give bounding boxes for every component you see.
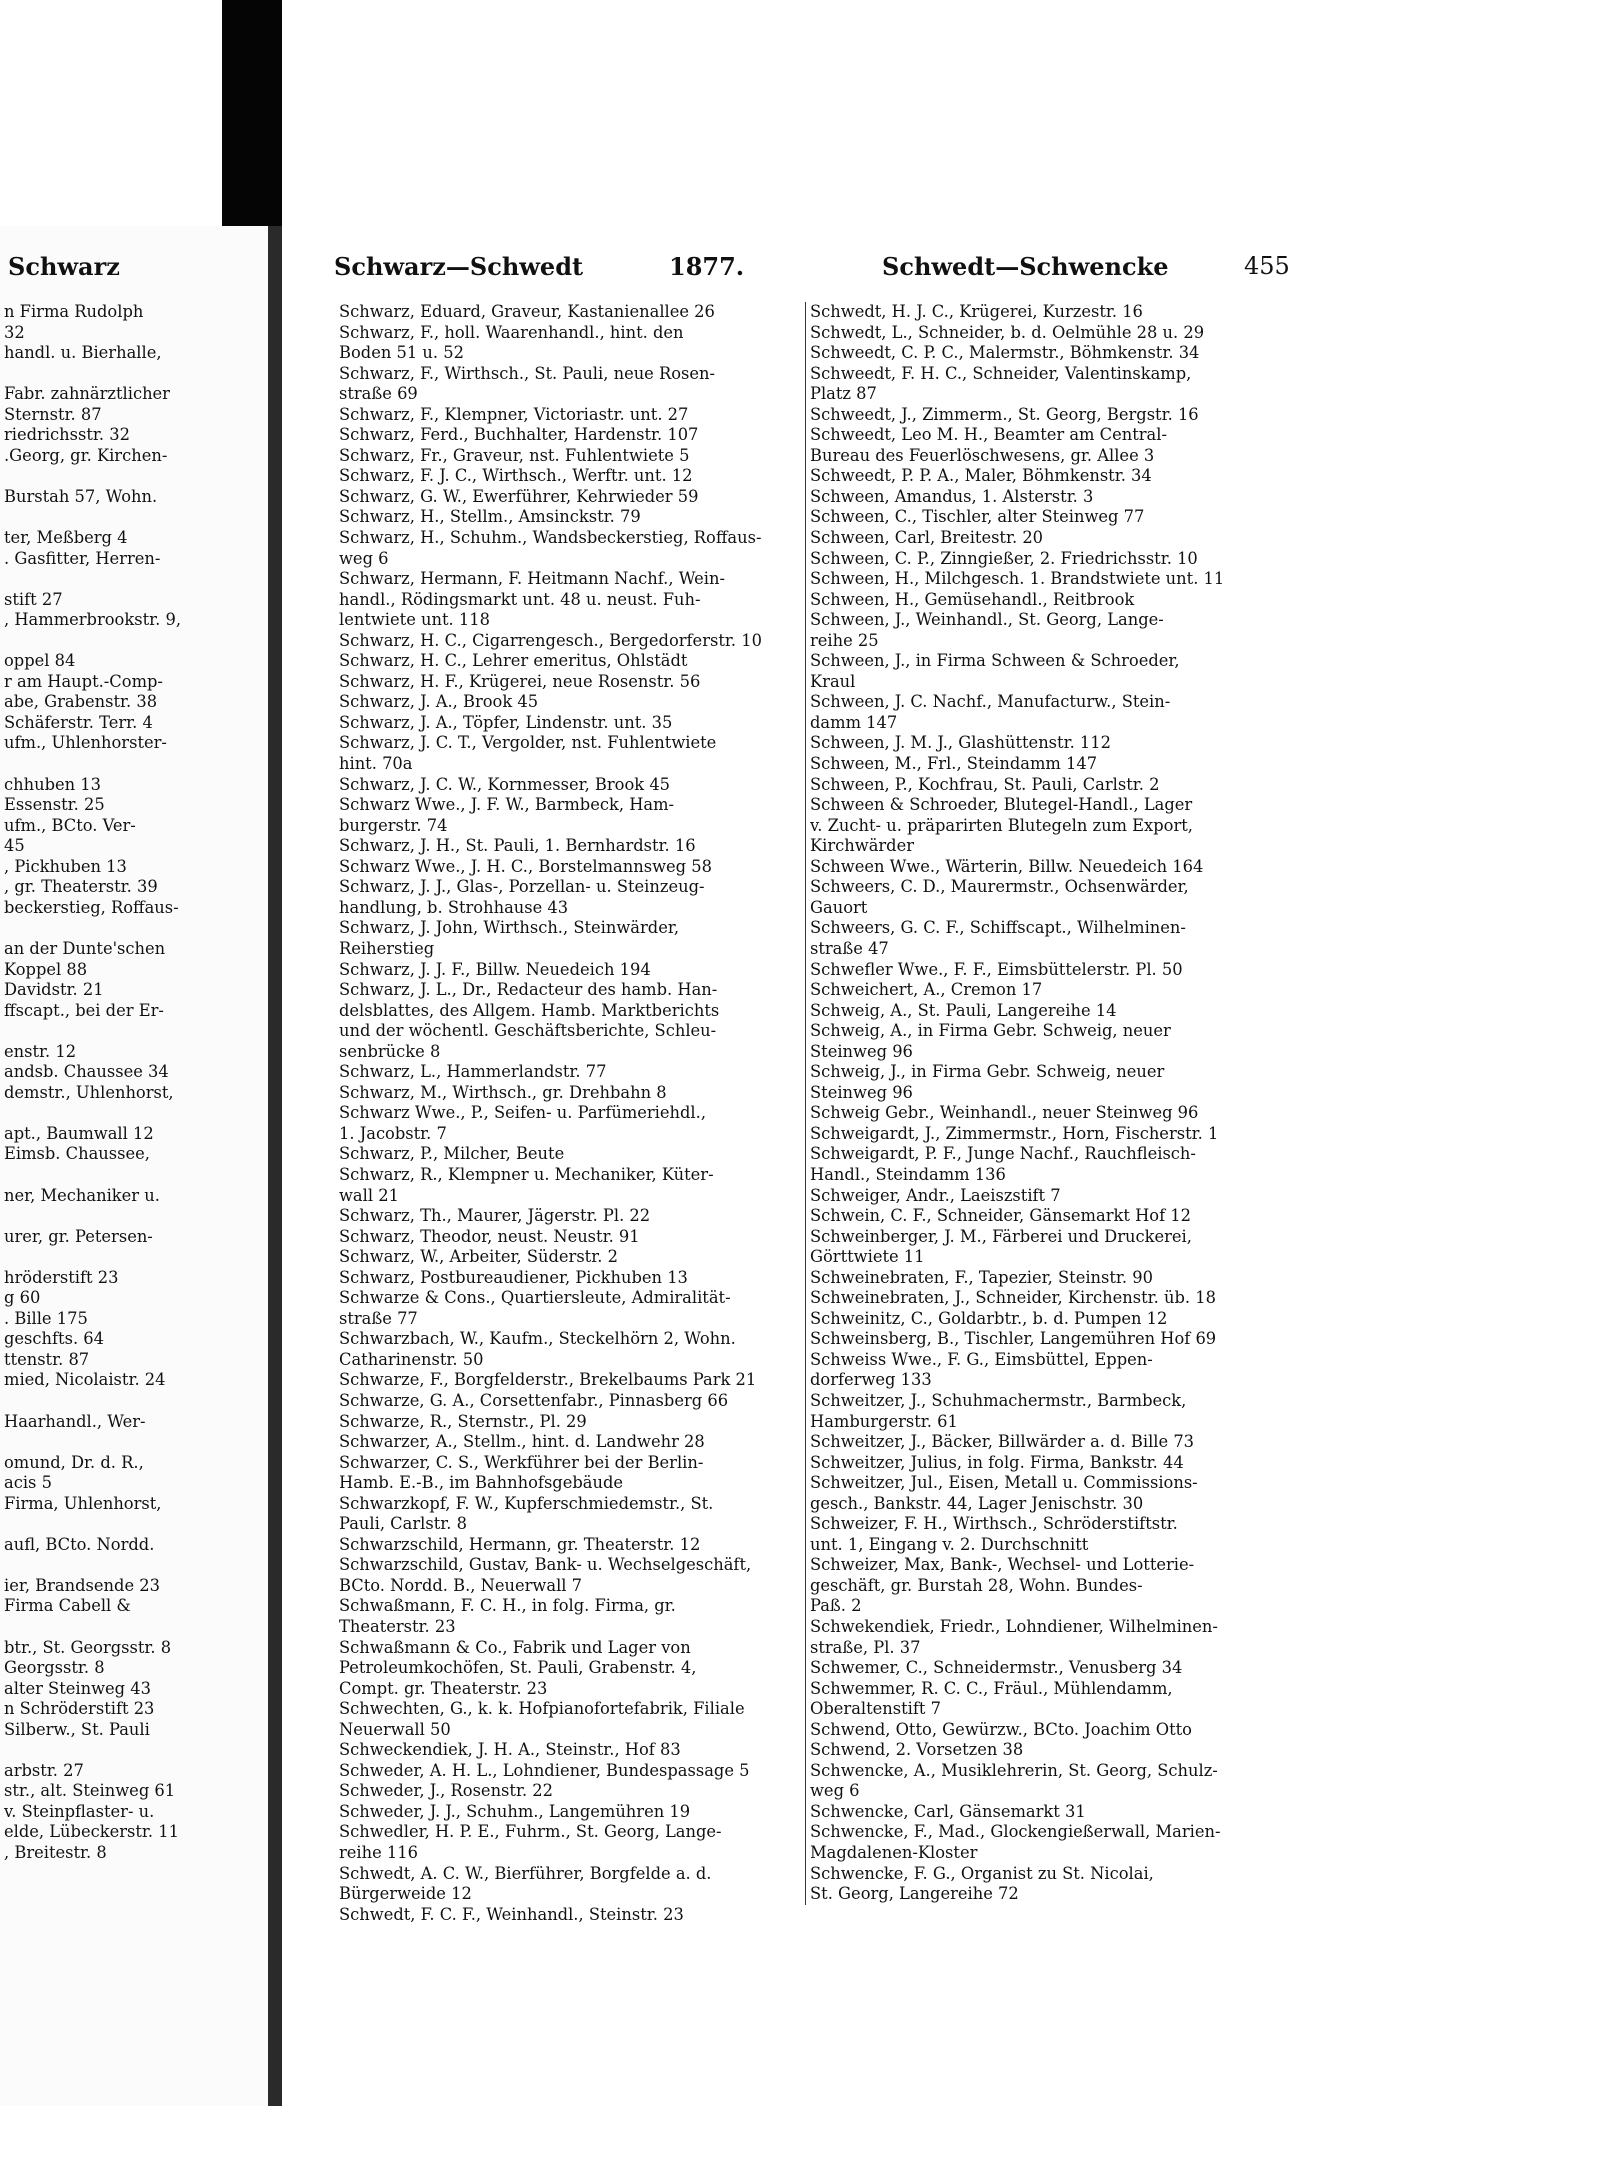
directory-entry-line: delsblattes, des Allgem. Hamb. Marktberichts bbox=[339, 1000, 720, 1020]
directory-entry-line: Bureau des Feuerlöschwesens, gr. Allee 3 bbox=[810, 445, 1155, 465]
directory-column-right bbox=[805, 302, 1278, 1905]
directory-entry-line: Schwarz, J. A., Töpfer, Lindenstr. unt. 35 bbox=[339, 712, 673, 732]
directory-entry-line: wall 21 bbox=[339, 1185, 399, 1205]
directory-entry-line: Schween, J., Weinhandl., St. Georg, Lange- bbox=[810, 610, 1164, 630]
directory-entry-line: Schwarz Wwe., P., Seifen- u. Parfümeriehdl., bbox=[339, 1103, 706, 1123]
directory-entry-line: Schwarz, F., Wirthsch., St. Pauli, neue Rosen- bbox=[339, 363, 716, 383]
directory-entry-line: Schäferstr. Terr. 4 bbox=[4, 712, 153, 732]
directory-entry-line: hröderstift 23 bbox=[4, 1267, 119, 1287]
directory-entry-line: r am Haupt.-Comp- bbox=[4, 671, 163, 691]
directory-entry-line: Schweedt, J., Zimmerm., St. Georg, Bergstr. 16 bbox=[810, 404, 1199, 424]
directory-entry-line: omund, Dr. d. R., bbox=[4, 1452, 144, 1472]
directory-entry-line: Schween, C., Tischler, alter Steinweg 77 bbox=[810, 507, 1145, 527]
directory-entry-line: Schwedler, H. P. E., Fuhrm., St. Georg, Lange- bbox=[339, 1822, 722, 1842]
directory-entry-line: ier, Brandsende 23 bbox=[4, 1575, 160, 1595]
directory-entry-line: Schween, J. C. Nachf., Manufacturw., Stein- bbox=[810, 692, 1171, 712]
directory-entry-line: reihe 25 bbox=[810, 630, 879, 650]
directory-entry-line: Schwarz, Fr., Graveur, nst. Fuhlentwiete 5 bbox=[339, 445, 690, 465]
directory-entry-line: Schwarz, G. W., Ewerführer, Kehrwieder 59 bbox=[339, 486, 699, 506]
directory-entry-line: Schween, J., in Firma Schween & Schroeder, bbox=[810, 651, 1180, 671]
directory-entry-line: straße 47 bbox=[810, 938, 889, 958]
directory-entry-line: Schweedt, F. H. C., Schneider, Valentinskamp, bbox=[810, 363, 1192, 383]
directory-entry-line: Schwarz, L., Hammerlandstr. 77 bbox=[339, 1062, 607, 1082]
directory-entry-line bbox=[0, 631, 268, 652]
directory-entry-line: Schweichert, A., Cremon 17 bbox=[810, 980, 1043, 1000]
directory-entry-line: Schwaßmann & Co., Fabrik und Lager von bbox=[339, 1637, 691, 1657]
directory-entry-line: handl. u. Bierhalle, bbox=[4, 343, 162, 363]
directory-entry-line: Schwarz, P., Milcher, Beute bbox=[339, 1144, 565, 1164]
directory-entry-line: Schweitzer, J., Bäcker, Billwärder a. d. Bille 73 bbox=[810, 1432, 1195, 1452]
page-header bbox=[334, 252, 1290, 292]
directory-entry-line bbox=[0, 364, 268, 385]
directory-entry-line: Schwarz, Th., Maurer, Jägerstr. Pl. 22 bbox=[339, 1206, 651, 1226]
directory-entry-line: 1. Jacobstr. 7 bbox=[339, 1123, 447, 1143]
directory-entry-line: chhuben 13 bbox=[4, 774, 102, 794]
directory-entry-line bbox=[0, 1740, 268, 1761]
directory-entry-line: Schwencke, F., Mad., Glockengießerwall, Marien- bbox=[810, 1822, 1221, 1842]
directory-entry-line: hint. 70a bbox=[339, 754, 413, 774]
directory-entry-line: Schweiger, Andr., Laeiszstift 7 bbox=[810, 1185, 1061, 1205]
directory-entry-line: Schwedt, F. C. F., Weinhandl., Steinstr. 23 bbox=[339, 1904, 684, 1924]
directory-entry-line: und der wöchentl. Geschäftsberichte, Schleu- bbox=[339, 1021, 717, 1041]
directory-entry-line: Platz 87 bbox=[810, 384, 877, 404]
directory-entry-line: Davidstr. 21 bbox=[4, 980, 104, 1000]
directory-entry-line bbox=[0, 918, 268, 939]
directory-entry-line: Schween, M., Frl., Steindamm 147 bbox=[810, 754, 1098, 774]
directory-entry-line: unt. 1, Eingang v. 2. Durchschnitt bbox=[810, 1534, 1089, 1554]
directory-entry-line: Schweder, J. J., Schuhm., Langemühren 19 bbox=[339, 1801, 691, 1821]
directory-entry-line: Schweitzer, Julius, in folg. Firma, Bankstr. 44 bbox=[810, 1452, 1184, 1472]
directory-entry-line: Kraul bbox=[810, 671, 856, 691]
directory-entry-line: Schween, H., Gemüsehandl., Reitbrook bbox=[810, 589, 1135, 609]
directory-entry-line: Gauort bbox=[810, 897, 868, 917]
directory-entry-line: Petroleumkochöfen, St. Pauli, Grabenstr. 4, bbox=[339, 1658, 697, 1678]
directory-entry-line: Schweiss Wwe., F. G., Eimsbüttel, Eppen- bbox=[810, 1349, 1153, 1369]
directory-entry-line: demstr., Uhlenhorst, bbox=[4, 1082, 174, 1102]
directory-entry-line: alter Steinweg 43 bbox=[4, 1678, 151, 1698]
directory-entry-line: Schweizer, Max, Bank-, Wechsel- und Lotterie- bbox=[810, 1555, 1195, 1575]
directory-entry-line: Schweder, A. H. L., Lohndiener, Bundespassage 5 bbox=[339, 1760, 750, 1780]
directory-entry-line: Schwedt, H. J. C., Krügerei, Kurzestr. 16 bbox=[810, 302, 1143, 321]
directory-entry-line: Schwarz, J. C. W., Kornmesser, Brook 45 bbox=[339, 774, 671, 794]
directory-entry-line: Schwarze & Cons., Quartiersleute, Admiralität- bbox=[339, 1288, 731, 1308]
header-left-range: Schwarz—Schwedt bbox=[334, 252, 584, 281]
directory-entry-line: Catharinenstr. 50 bbox=[339, 1349, 484, 1369]
directory-entry-line: Schwarz, H., Stellm., Amsinckstr. 79 bbox=[339, 507, 641, 527]
directory-entry-line: ttenstr. 87 bbox=[4, 1349, 90, 1369]
directory-entry-line: Schween, C. P., Zinngießer, 2. Friedrichsstr. 10 bbox=[810, 548, 1198, 568]
directory-entry-line: handl., Rödingsmarkt unt. 48 u. neust. Fuh- bbox=[339, 589, 701, 609]
directory-entry-line bbox=[0, 1432, 268, 1453]
directory-entry-line: Schweckendiek, J. H. A., Steinstr., Hof 83 bbox=[339, 1740, 681, 1760]
directory-entry-line bbox=[0, 1391, 268, 1412]
directory-entry-line: Schwarz Wwe., J. F. W., Barmbeck, Ham- bbox=[339, 795, 675, 815]
directory-entry-line: Schwarz, H., Schuhm., Wandsbeckerstieg, Roffaus- bbox=[339, 528, 762, 548]
directory-entry-line bbox=[0, 1555, 268, 1576]
directory-entry-line: ffscapt., bei der Er- bbox=[4, 1000, 164, 1020]
directory-entry-line: btr., St. Georgsstr. 8 bbox=[4, 1637, 172, 1657]
directory-entry-line: Schweinberger, J. M., Färberei und Druckerei, bbox=[810, 1226, 1192, 1246]
directory-entry-line: Essenstr. 25 bbox=[4, 795, 105, 815]
book-gutter bbox=[268, 226, 282, 2106]
directory-entry-line: Schween, P., Kochfrau, St. Pauli, Carlstr. 2 bbox=[810, 774, 1160, 794]
directory-entry-line: Schwarz, J. C. T., Vergolder, nst. Fuhlentwiete bbox=[339, 733, 717, 753]
directory-entry-line: urer, gr. Petersen- bbox=[4, 1226, 153, 1246]
directory-entry-line: straße 69 bbox=[339, 384, 418, 404]
directory-entry-line: ufm., Uhlenhorster- bbox=[4, 733, 167, 753]
directory-entry-line: Schwefler Wwe., F. F., Eimsbüttelerstr. Pl. 50 bbox=[810, 959, 1183, 979]
directory-entry-line: Steinweg 96 bbox=[810, 1082, 913, 1102]
directory-entry-line: St. Georg, Langereihe 72 bbox=[810, 1884, 1019, 1904]
directory-entry-line: abe, Grabenstr. 38 bbox=[4, 692, 158, 712]
directory-entry-line: Schwend, Otto, Gewürzw., BCto. Joachim Otto bbox=[810, 1719, 1192, 1739]
directory-entry-line: Schwedt, A. C. W., Bierführer, Borgfelde a. d. bbox=[339, 1863, 712, 1883]
directory-entry-line: 32 bbox=[4, 322, 25, 342]
directory-entry-line: 45 bbox=[4, 836, 25, 856]
directory-entry-line: , Breitestr. 8 bbox=[4, 1843, 107, 1863]
directory-entry-line: Schwarze, G. A., Corsettenfabr., Pinnasberg 66 bbox=[339, 1390, 729, 1410]
directory-entry-line: Schwarz, J. J. F., Billw. Neuedeich 194 bbox=[339, 959, 651, 979]
directory-entry-line: damm 147 bbox=[810, 712, 898, 732]
header-right-range: Schwedt—Schwencke bbox=[882, 252, 1169, 281]
directory-entry-line: Schwarzschild, Gustav, Bank- u. Wechselgeschäft, bbox=[339, 1555, 752, 1575]
directory-entry-line bbox=[0, 1165, 268, 1186]
directory-entry-line: Schween, H., Milchgesch. 1. Brandstwiete unt. 11 bbox=[810, 569, 1225, 589]
directory-entry-line: Bürgerweide 12 bbox=[339, 1884, 472, 1904]
directory-entry-line: geschfts. 64 bbox=[4, 1329, 105, 1349]
directory-entry-line: Schwarz, J. A., Brook 45 bbox=[339, 692, 539, 712]
directory-entry-line: Schwarz, H. C., Lehrer emeritus, Ohlstädt bbox=[339, 651, 688, 671]
directory-entry-line: Paß. 2 bbox=[810, 1596, 862, 1616]
directory-entry-line: Schweinsberg, B., Tischler, Langemühren Hof 69 bbox=[810, 1329, 1217, 1349]
directory-entry-line: Schwarz, J. J., Glas-, Porzellan- u. Steinzeug- bbox=[339, 877, 705, 897]
directory-entry-line: Schwarz, Ferd., Buchhalter, Hardenstr. 107 bbox=[339, 425, 699, 445]
directory-entry-line: Schwarz, J. L., Dr., Redacteur des hamb. Han- bbox=[339, 980, 718, 1000]
directory-entry-line: Steinweg 96 bbox=[810, 1041, 913, 1061]
directory-entry-line: Kirchwärder bbox=[810, 836, 915, 856]
directory-entry-line: Görttwiete 11 bbox=[810, 1247, 925, 1267]
directory-entry-line: Schweig, A., St. Pauli, Langereihe 14 bbox=[810, 1000, 1117, 1020]
directory-entry-line: arbstr. 27 bbox=[4, 1760, 84, 1780]
directory-entry-line: Schweigardt, P. F., Junge Nachf., Rauchfleisch- bbox=[810, 1144, 1196, 1164]
directory-entry-line: burgerstr. 74 bbox=[339, 815, 448, 835]
directory-entry-line: Fabr. zahnärztlicher bbox=[4, 384, 170, 404]
directory-entry-line: Schwend, 2. Vorsetzen 38 bbox=[810, 1740, 1024, 1760]
directory-entry-line bbox=[0, 1103, 268, 1124]
directory-entry-line: Schweig, A., in Firma Gebr. Schweig, neuer bbox=[810, 1021, 1171, 1041]
directory-entry-line: BCto. Nordd. B., Neuerwall 7 bbox=[339, 1575, 583, 1595]
directory-entry-line: Schween & Schroeder, Blutegel-Handl., Lager bbox=[810, 795, 1193, 815]
directory-entry-line bbox=[0, 754, 268, 775]
directory-entry-line: handlung, b. Strohhause 43 bbox=[339, 897, 569, 917]
directory-entry-line: Schwarz, J. John, Wirthsch., Steinwärder, bbox=[339, 918, 680, 938]
directory-entry-line: riedrichsstr. 32 bbox=[4, 425, 130, 445]
directory-entry-line: Schweig Gebr., Weinhandl., neuer Steinweg 96 bbox=[810, 1103, 1199, 1123]
directory-entry-line: Compt. gr. Theaterstr. 23 bbox=[339, 1678, 548, 1698]
directory-entry-line: n Firma Rudolph bbox=[4, 302, 144, 321]
directory-entry-line: elde, Lübeckerstr. 11 bbox=[4, 1822, 179, 1842]
left-page-column bbox=[0, 302, 268, 1864]
directory-entry-line: lentwiete unt. 118 bbox=[339, 610, 490, 630]
directory-entry-line: Magdalenen-Kloster bbox=[810, 1843, 978, 1863]
directory-entry-line: Schwencke, F. G., Organist zu St. Nicolai, bbox=[810, 1863, 1154, 1883]
directory-entry-line: an der Dunte'schen bbox=[4, 938, 166, 958]
directory-entry-line: Schweitzer, Jul., Eisen, Metall u. Commissions- bbox=[810, 1473, 1198, 1493]
directory-entry-line: Schweder, J., Rosenstr. 22 bbox=[339, 1781, 554, 1801]
directory-entry-line: andsb. Chaussee 34 bbox=[4, 1062, 169, 1082]
directory-entry-line: beckerstieg, Roffaus- bbox=[4, 897, 179, 917]
directory-entry-line bbox=[0, 1021, 268, 1042]
directory-entry-line: weg 6 bbox=[810, 1781, 860, 1801]
directory-entry-line: Hamb. E.-B., im Bahnhofsgebäude bbox=[339, 1473, 624, 1493]
directory-entry-line: ter, Meßberg 4 bbox=[4, 528, 128, 548]
directory-entry-line: Schwekendiek, Friedr., Lohndiener, Wilhelminen- bbox=[810, 1617, 1218, 1636]
directory-entry-line: Schwarzer, C. S., Werkführer bei der Berlin- bbox=[339, 1452, 704, 1472]
directory-entry-line: Schwarz, F. J. C., Wirthsch., Werftr. unt. 12 bbox=[339, 466, 693, 486]
directory-entry-line: Schwaßmann, F. C. H., in folg. Firma, gr. bbox=[339, 1596, 676, 1616]
directory-entry-line: . Bille 175 bbox=[4, 1308, 88, 1328]
directory-entry-line: Silberw., St. Pauli bbox=[4, 1719, 150, 1739]
directory-entry-line: Schwarz, H. C., Cigarrengesch., Bergedorferstr. 10 bbox=[339, 630, 762, 650]
directory-entry-line: Reiherstieg bbox=[339, 938, 435, 958]
directory-entry-line: Schween, Amandus, 1. Alsterstr. 3 bbox=[810, 486, 1094, 506]
directory-entry-line: Schwemmer, R. C. C., Fräul., Mühlendamm, bbox=[810, 1678, 1173, 1698]
directory-entry-line: Eimsb. Chaussee, bbox=[4, 1144, 150, 1164]
scan-edge-dark-bar bbox=[222, 0, 282, 226]
directory-entry-line: , Pickhuben 13 bbox=[4, 856, 127, 876]
directory-entry-line: Schwarzer, A., Stellm., hint. d. Landwehr 28 bbox=[339, 1432, 705, 1452]
directory-entry-line bbox=[0, 507, 268, 528]
directory-entry-line bbox=[0, 1514, 268, 1535]
directory-entry-line bbox=[0, 1247, 268, 1268]
directory-entry-line: Schwarz, H. F., Krügerei, neue Rosenstr. 56 bbox=[339, 671, 701, 691]
directory-entry-line: Theaterstr. 23 bbox=[339, 1617, 456, 1636]
directory-entry-line: apt., Baumwall 12 bbox=[4, 1123, 154, 1143]
directory-entry-line: . Gasfitter, Herren- bbox=[4, 548, 161, 568]
directory-entry-line: ner, Mechaniker u. bbox=[4, 1185, 160, 1205]
directory-entry-line: Schwarzbach, W., Kaufm., Steckelhörn 2, Wohn. bbox=[339, 1329, 736, 1349]
directory-entry-line: gesch., Bankstr. 44, Lager Jenischstr. 30 bbox=[810, 1493, 1144, 1513]
directory-entry-line: Handl., Steindamm 136 bbox=[810, 1164, 1006, 1184]
directory-entry-line: straße, Pl. 37 bbox=[810, 1637, 921, 1657]
directory-entry-line: Schween Wwe., Wärterin, Billw. Neuedeich 164 bbox=[810, 856, 1204, 876]
directory-entry-line: Schwarz, Hermann, F. Heitmann Nachf., Wein- bbox=[339, 569, 725, 589]
directory-entry-line: Schwarz, M., Wirthsch., gr. Drehbahn 8 bbox=[339, 1082, 667, 1102]
directory-entry-line: Schwarz, Postbureaudiener, Pickhuben 13 bbox=[339, 1267, 688, 1287]
directory-entry-line: Schwencke, A., Musiklehrerin, St. Georg, Schulz- bbox=[810, 1760, 1218, 1780]
directory-entry-line: ufm., BCto. Ver- bbox=[4, 815, 136, 835]
directory-entry-line: Schweedt, Leo M. H., Beamter am Central- bbox=[810, 425, 1167, 445]
directory-entry-line: weg 6 bbox=[339, 548, 389, 568]
left-page-header: Schwarz bbox=[8, 252, 120, 281]
directory-entry-line: reihe 116 bbox=[339, 1843, 418, 1863]
directory-entry-line: g 60 bbox=[4, 1288, 41, 1308]
directory-entry-line: Schwencke, Carl, Gänsemarkt 31 bbox=[810, 1801, 1086, 1821]
directory-entry-line: , gr. Theaterstr. 39 bbox=[4, 877, 158, 897]
directory-entry-line: Schwemer, C., Schneidermstr., Venusberg 34 bbox=[810, 1658, 1183, 1678]
directory-entry-line: n Schröderstift 23 bbox=[4, 1699, 155, 1719]
left-page-fragment bbox=[0, 226, 268, 2106]
directory-entry-line: Firma Cabell & bbox=[4, 1596, 131, 1616]
directory-entry-line: Schweizer, F. H., Wirthsch., Schröderstiftstr. bbox=[810, 1514, 1178, 1534]
directory-entry-line: Schwarz, Theodor, neust. Neustr. 91 bbox=[339, 1226, 640, 1246]
directory-entry-line: Schwarz, F., Klempner, Victoriastr. unt. 27 bbox=[339, 404, 689, 424]
directory-entry-line: Schweinebraten, F., Tapezier, Steinstr. 90 bbox=[810, 1267, 1153, 1287]
directory-entry-line: straße 77 bbox=[339, 1308, 418, 1328]
directory-entry-line: Schwarz, J. H., St. Pauli, 1. Bernhardstr. 16 bbox=[339, 836, 696, 856]
directory-entry-line: Georgsstr. 8 bbox=[4, 1658, 105, 1678]
directory-entry-line: Schwedt, L., Schneider, b. d. Oelmühle 28 u. 29 bbox=[810, 322, 1205, 342]
directory-entry-line: Pauli, Carlstr. 8 bbox=[339, 1514, 467, 1534]
directory-entry-line: Schween, Carl, Breitestr. 20 bbox=[810, 528, 1044, 548]
directory-entry-line: Schwarzschild, Hermann, gr. Theaterstr. 12 bbox=[339, 1534, 701, 1554]
directory-entry-line bbox=[0, 569, 268, 590]
header-year: 1877. bbox=[669, 252, 745, 281]
directory-entry-line: Schwarz, F., holl. Waarenhandl., hint. den bbox=[339, 322, 684, 342]
directory-entry-line: Schwarze, F., Borgfelderstr., Brekelbaums Park 21 bbox=[339, 1370, 757, 1390]
directory-entry-line: dorferweg 133 bbox=[810, 1370, 932, 1390]
directory-entry-line: Burstah 57, Wohn. bbox=[4, 486, 158, 506]
directory-entry-line: Neuerwall 50 bbox=[339, 1719, 451, 1739]
directory-entry-line: Firma, Uhlenhorst, bbox=[4, 1493, 162, 1513]
directory-entry-line: Schwarz, Eduard, Graveur, Kastanienallee 26 bbox=[339, 302, 715, 321]
directory-entry-line: Hamburgerstr. 61 bbox=[810, 1411, 958, 1431]
directory-entry-line: Schwarz, R., Klempner u. Mechaniker, Küter- bbox=[339, 1164, 714, 1184]
directory-entry-line: v. Steinpflaster- u. bbox=[4, 1801, 155, 1821]
directory-entry-line bbox=[0, 1617, 268, 1638]
directory-entry-line: Sternstr. 87 bbox=[4, 404, 102, 424]
directory-entry-line: str., alt. Steinweg 61 bbox=[4, 1781, 176, 1801]
directory-column-left bbox=[339, 302, 797, 1925]
directory-entry-line bbox=[0, 466, 268, 487]
directory-entry-line: Schweinebraten, J., Schneider, Kirchenstr. üb. 18 bbox=[810, 1288, 1216, 1308]
directory-entry-line: Boden 51 u. 52 bbox=[339, 343, 464, 363]
directory-entry-line: Schweers, C. D., Maurermstr., Ochsenwärder, bbox=[810, 877, 1189, 897]
directory-entry-line: acis 5 bbox=[4, 1473, 52, 1493]
directory-entry-line: Oberaltenstift 7 bbox=[810, 1699, 941, 1719]
directory-entry-line bbox=[0, 1206, 268, 1227]
directory-entry-line: enstr. 12 bbox=[4, 1041, 77, 1061]
directory-entry-line: Schweitzer, J., Schuhmachermstr., Barmbeck, bbox=[810, 1390, 1187, 1410]
directory-entry-line: geschäft, gr. Burstah 28, Wohn. Bundes- bbox=[810, 1575, 1143, 1595]
directory-entry-line: Schweigardt, J., Zimmermstr., Horn, Fischerstr. 1 bbox=[810, 1123, 1219, 1143]
directory-entry-line: Schweinitz, C., Goldarbtr., b. d. Pumpen 12 bbox=[810, 1308, 1168, 1328]
page-number: 455 bbox=[1244, 252, 1290, 280]
directory-entry-line: Schweig, J., in Firma Gebr. Schweig, neuer bbox=[810, 1062, 1165, 1082]
directory-entry-line: Schwarz, W., Arbeiter, Süderstr. 2 bbox=[339, 1247, 618, 1267]
directory-entry-line: Koppel 88 bbox=[4, 959, 88, 979]
directory-entry-line: Schweers, G. C. F., Schiffscapt., Wilhelminen- bbox=[810, 918, 1186, 938]
directory-entry-line: Schwarze, R., Sternstr., Pl. 29 bbox=[339, 1411, 587, 1431]
directory-entry-line: stift 27 bbox=[4, 589, 63, 609]
directory-entry-line: Schweedt, C. P. C., Malermstr., Böhmkenstr. 34 bbox=[810, 343, 1200, 363]
directory-entry-line: senbrücke 8 bbox=[339, 1041, 441, 1061]
directory-entry-line: Schwein, C. F., Schneider, Gänsemarkt Hof 12 bbox=[810, 1206, 1191, 1226]
directory-entry-line: v. Zucht- u. präparirten Blutegeln zum Export, bbox=[810, 815, 1193, 835]
directory-entry-line: Schween, J. M. J., Glashüttenstr. 112 bbox=[810, 733, 1111, 753]
directory-entry-line: aufl, BCto. Nordd. bbox=[4, 1534, 155, 1554]
directory-entry-line: Schweedt, P. P. A., Maler, Böhmkenstr. 34 bbox=[810, 466, 1152, 486]
directory-entry-line: Schwarz Wwe., J. H. C., Borstelmannsweg 58 bbox=[339, 856, 712, 876]
directory-entry-line: .Georg, gr. Kirchen- bbox=[4, 445, 168, 465]
directory-entry-line: mied, Nicolaistr. 24 bbox=[4, 1370, 166, 1390]
directory-entry-line: Haarhandl., Wer- bbox=[4, 1411, 146, 1431]
directory-entry-line: oppel 84 bbox=[4, 651, 76, 671]
directory-entry-line: , Hammerbrookstr. 9, bbox=[4, 610, 182, 630]
directory-page bbox=[282, 226, 1343, 2106]
directory-entry-line: Schwarzkopf, F. W., Kupferschmiedemstr., St. bbox=[339, 1493, 714, 1513]
directory-entry-line: Schwechten, G., k. k. Hofpianofortefabrik, Filiale bbox=[339, 1699, 745, 1719]
